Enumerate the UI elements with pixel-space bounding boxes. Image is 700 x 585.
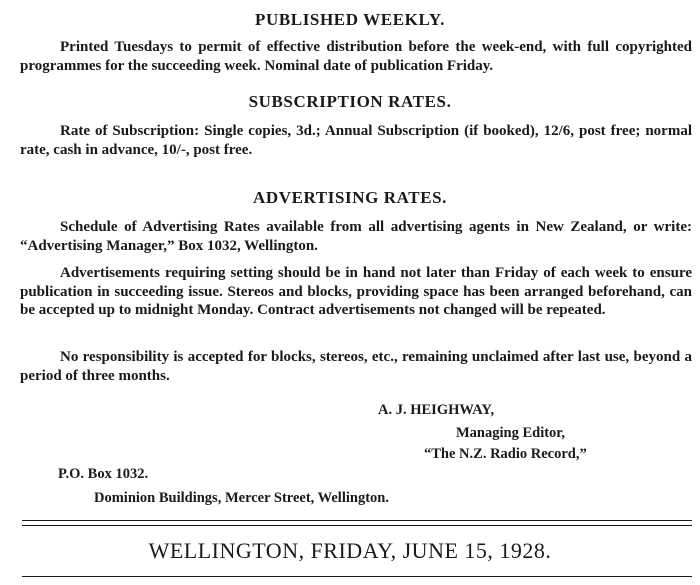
rule-line <box>22 576 692 577</box>
subscription-rates-heading: SUBSCRIPTION RATES. <box>248 92 452 111</box>
published-weekly-heading: PUBLISHED WEEKLY. <box>254 10 446 29</box>
publication-name: “The N.Z. Radio Record,” <box>424 446 587 462</box>
editor-title: Managing Editor, <box>456 425 566 441</box>
dateline: WELLINGTON, FRIDAY, JUNE 15, 1928. <box>148 538 552 563</box>
responsibility-disclaimer-text: No responsibility is accepted for blocks, stereos, etc., remaining unclaimed after last use, beyond a period of three months. <box>20 349 692 384</box>
subscription-rates-text: Rate of Subscription: Single copies, 3d.; Annual Subscription (if booked), 12/6, post free; normal rate, cash in advance, 10/-, post free. <box>20 123 692 158</box>
published-weekly-text: Printed Tuesdays to permit of effective distribution before the week-end, with full copyrighted programmes for the succeeding week. Nominal date of publication Friday. <box>20 39 692 74</box>
rule-line <box>22 525 692 526</box>
top-double-rule <box>22 520 692 530</box>
rule-line <box>22 520 692 521</box>
editor-name: A. J. HEIGHWAY, <box>378 402 495 418</box>
street-address: Dominion Buildings, Mercer Street, Wellington. <box>94 490 389 506</box>
advertising-rates-heading: ADVERTISING RATES. <box>252 188 448 207</box>
advertisement-deadline-text: Advertisements requiring setting should be in hand not later than Friday of each week to ensure publication in succeeding issue. Stereos and blocks, providing space has been arranged beforehand, can be accepted up to midnight Monday. Contract advertisements not changed will be repeated. <box>20 265 692 318</box>
advertising-schedule-text: Schedule of Advertising Rates available from all advertising agents in New Zealand, or write: “Advertising Manager,” Box 1032, Wellington. <box>20 219 692 254</box>
po-box: P.O. Box 1032. <box>58 466 149 482</box>
bottom-rule <box>22 576 692 582</box>
